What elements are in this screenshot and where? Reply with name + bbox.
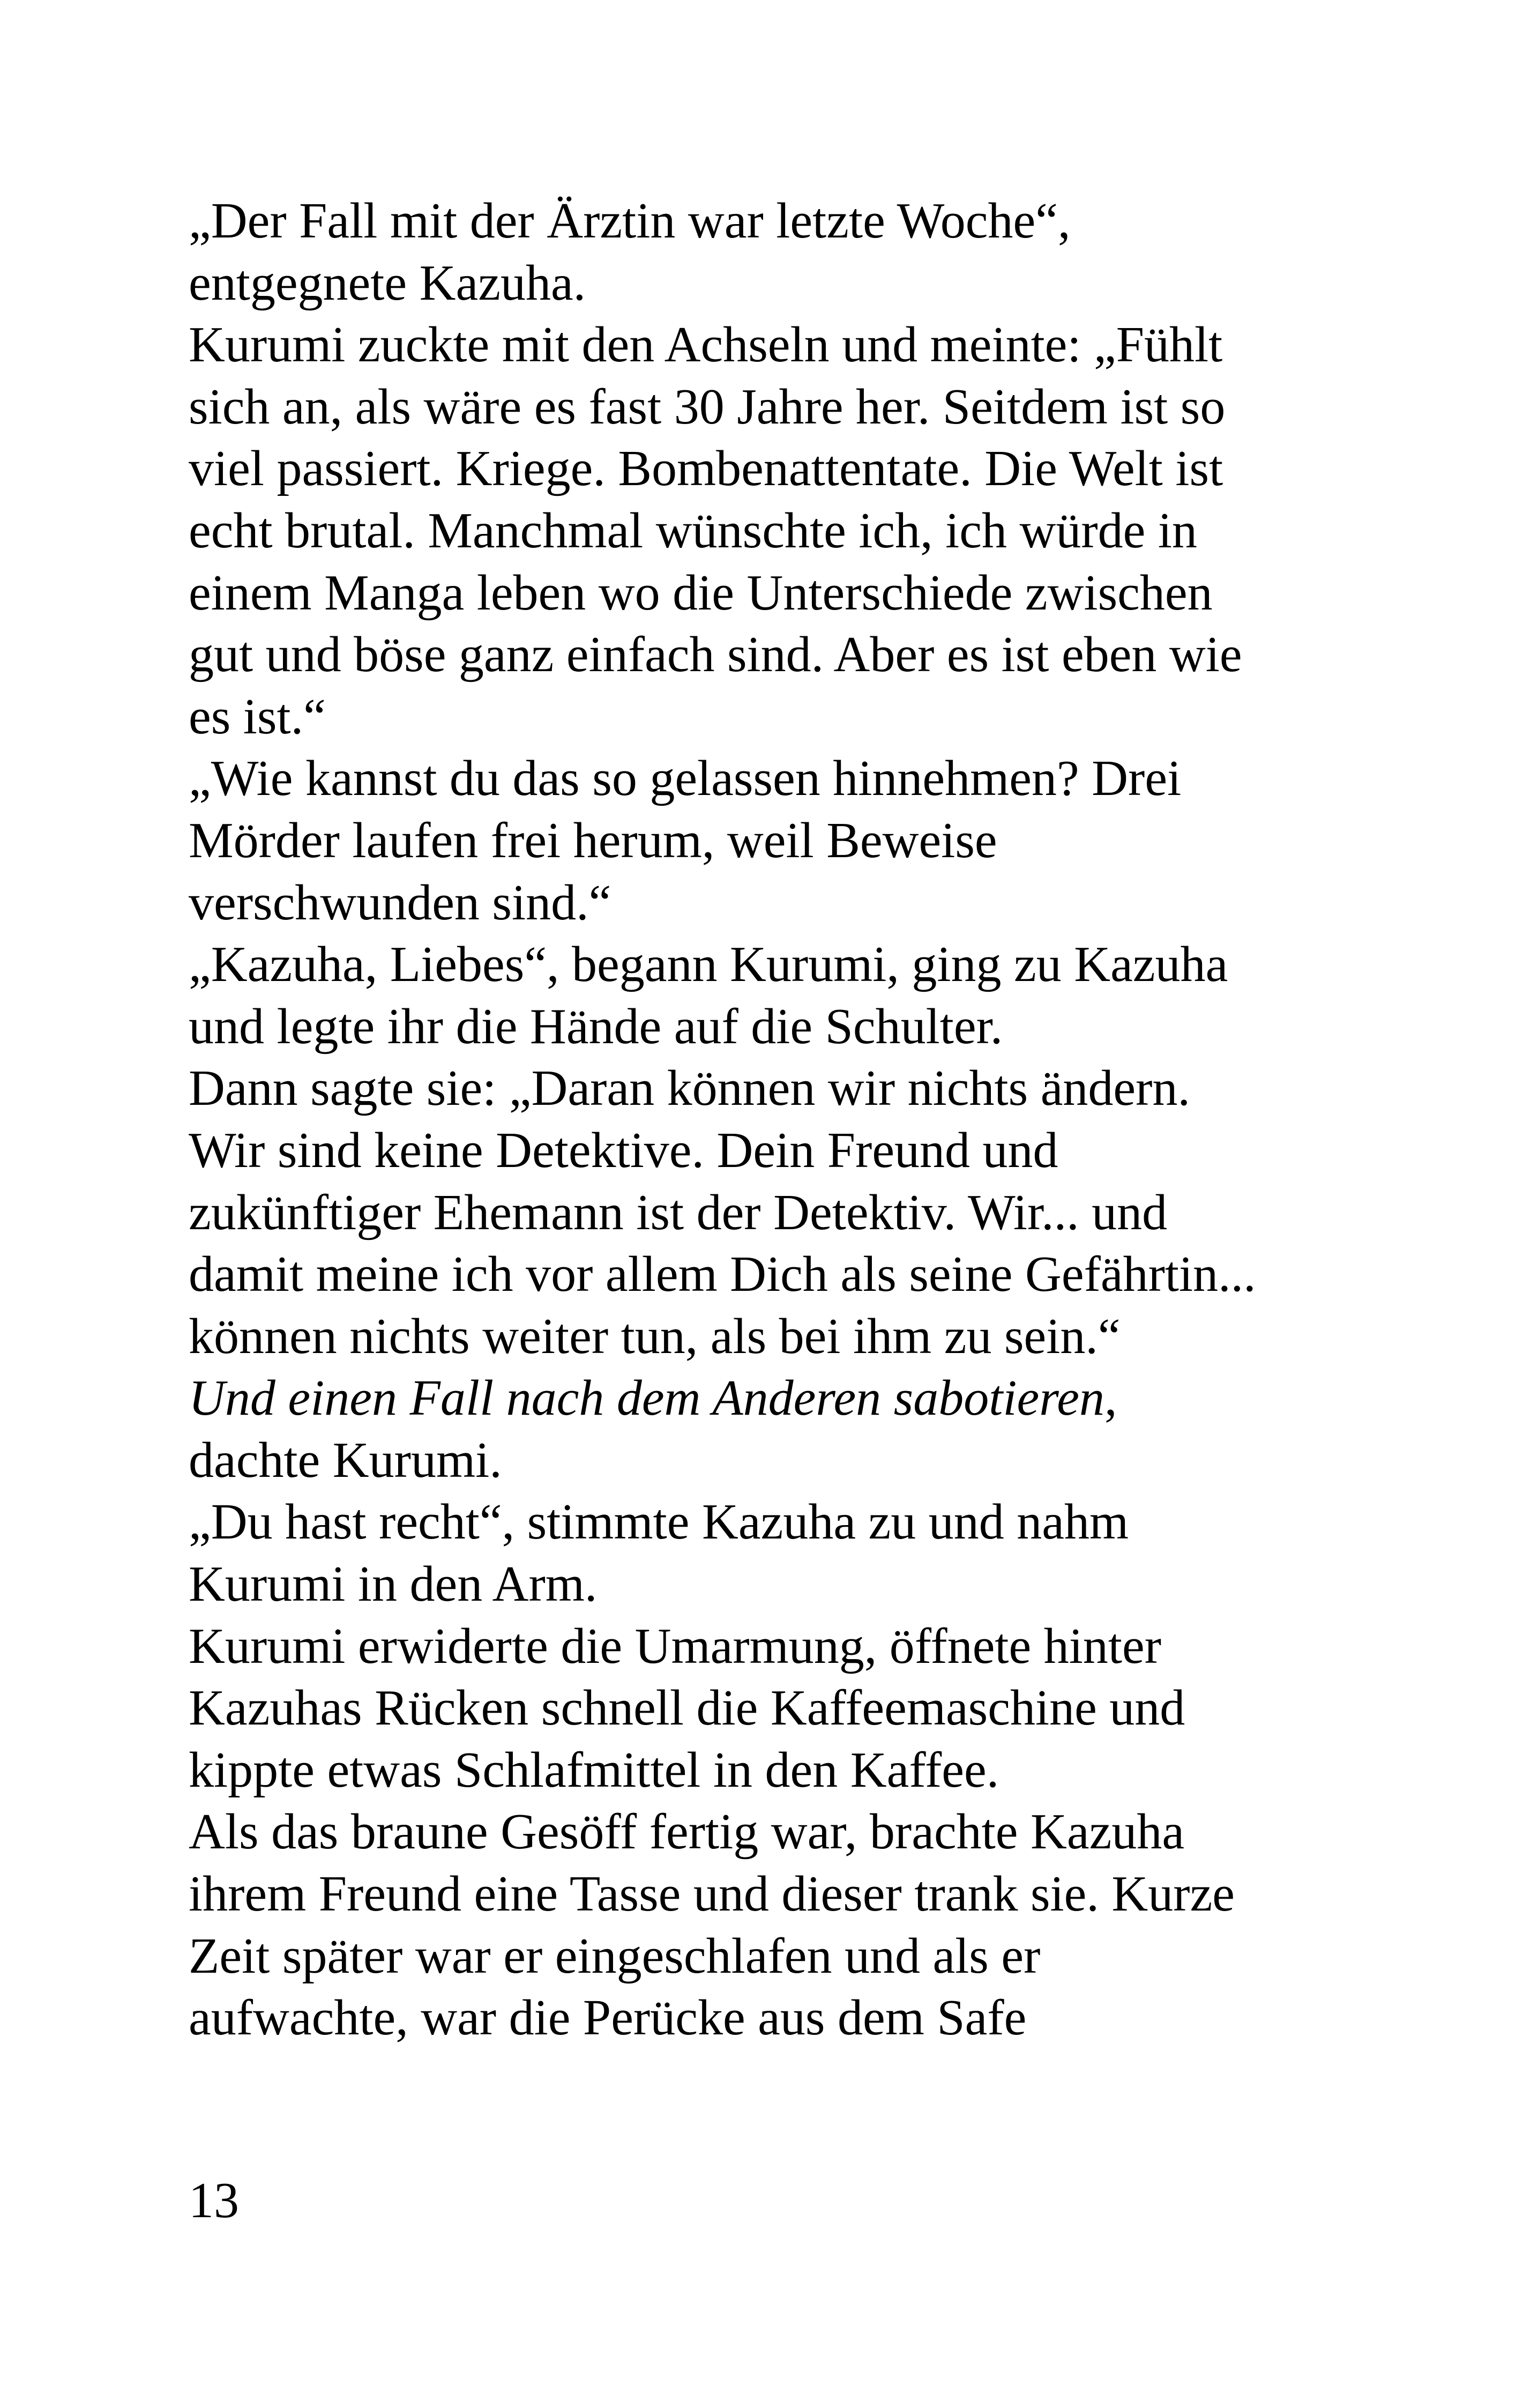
text-line: Kurumi erwiderte die Umarmung, öffnete hinter <box>189 1618 1162 1674</box>
text-line: entgegnete Kazuha. <box>189 255 586 311</box>
text-line: und legte ihr die Hände auf die Schulter. <box>189 998 1003 1054</box>
italic-line-rest: , <box>1104 1370 1117 1426</box>
text-line: Wir sind keine Detektive. Dein Freund und <box>189 1122 1058 1178</box>
text-line: sich an, als wäre es fast 30 Jahre her. Seitdem ist so <box>189 378 1226 435</box>
text-line: Zeit später war er eingeschlafen und als er <box>189 1928 1041 1984</box>
text-line: Mörder laufen frei herum, weil Beweise <box>189 812 997 868</box>
text-line-italic <box>189 1367 1368 1430</box>
text-line: es ist.“ <box>189 688 326 745</box>
body-text <box>189 190 1368 2049</box>
text-line: „Der Fall mit der Ärztin war letzte Woche“, <box>189 193 1071 249</box>
italic-thought: Und einen Fall nach dem Anderen sabotieren <box>189 1370 1105 1426</box>
text-line: „Kazuha, Liebes“, begann Kurumi, ging zu Kazuha <box>189 937 1228 993</box>
text-line: echt brutal. Manchmal wünschte ich, ich würde in <box>189 502 1198 559</box>
text-line: dachte Kurumi. <box>189 1432 502 1488</box>
page-number: 13 <box>189 2173 239 2228</box>
text-line: ihrem Freund eine Tasse und dieser trank sie. Kurze <box>189 1866 1235 1922</box>
text-line: „Wie kannst du das so gelassen hinnehmen? Drei <box>189 750 1182 807</box>
text-line: zukünftiger Ehemann ist der Detektiv. Wir... und <box>189 1184 1168 1240</box>
text-line: damit meine ich vor allem Dich als seine Gefährtin... <box>189 1246 1256 1303</box>
text-line: verschwunden sind.“ <box>189 874 611 931</box>
text-line: können nichts weiter tun, als bei ihm zu sein.“ <box>189 1308 1121 1364</box>
text-line: Dann sagte sie: „Daran können wir nichts ändern. <box>189 1060 1190 1117</box>
text-line: aufwachte, war die Perücke aus dem Safe <box>189 1990 1027 2046</box>
text-line: „Du hast recht“, stimmte Kazuha zu und nahm <box>189 1494 1129 1550</box>
text-line: Kurumi zuckte mit den Achseln und meinte: „Fühlt <box>189 317 1223 373</box>
text-line: Kurumi in den Arm. <box>189 1556 598 1612</box>
text-line: viel passiert. Kriege. Bombenattentate. Die Welt ist <box>189 441 1223 497</box>
text-line: Kazuhas Rücken schnell die Kaffeemaschine und <box>189 1680 1185 1736</box>
text-line: einem Manga leben wo die Unterschiede zwischen <box>189 564 1213 621</box>
text-line: Als das braune Gesöff fertig war, brachte Kazuha <box>189 1804 1185 1860</box>
text-line: kippte etwas Schlafmittel in den Kaffee. <box>189 1742 999 1798</box>
text-line: gut und böse ganz einfach sind. Aber es ist eben wie <box>189 627 1242 683</box>
